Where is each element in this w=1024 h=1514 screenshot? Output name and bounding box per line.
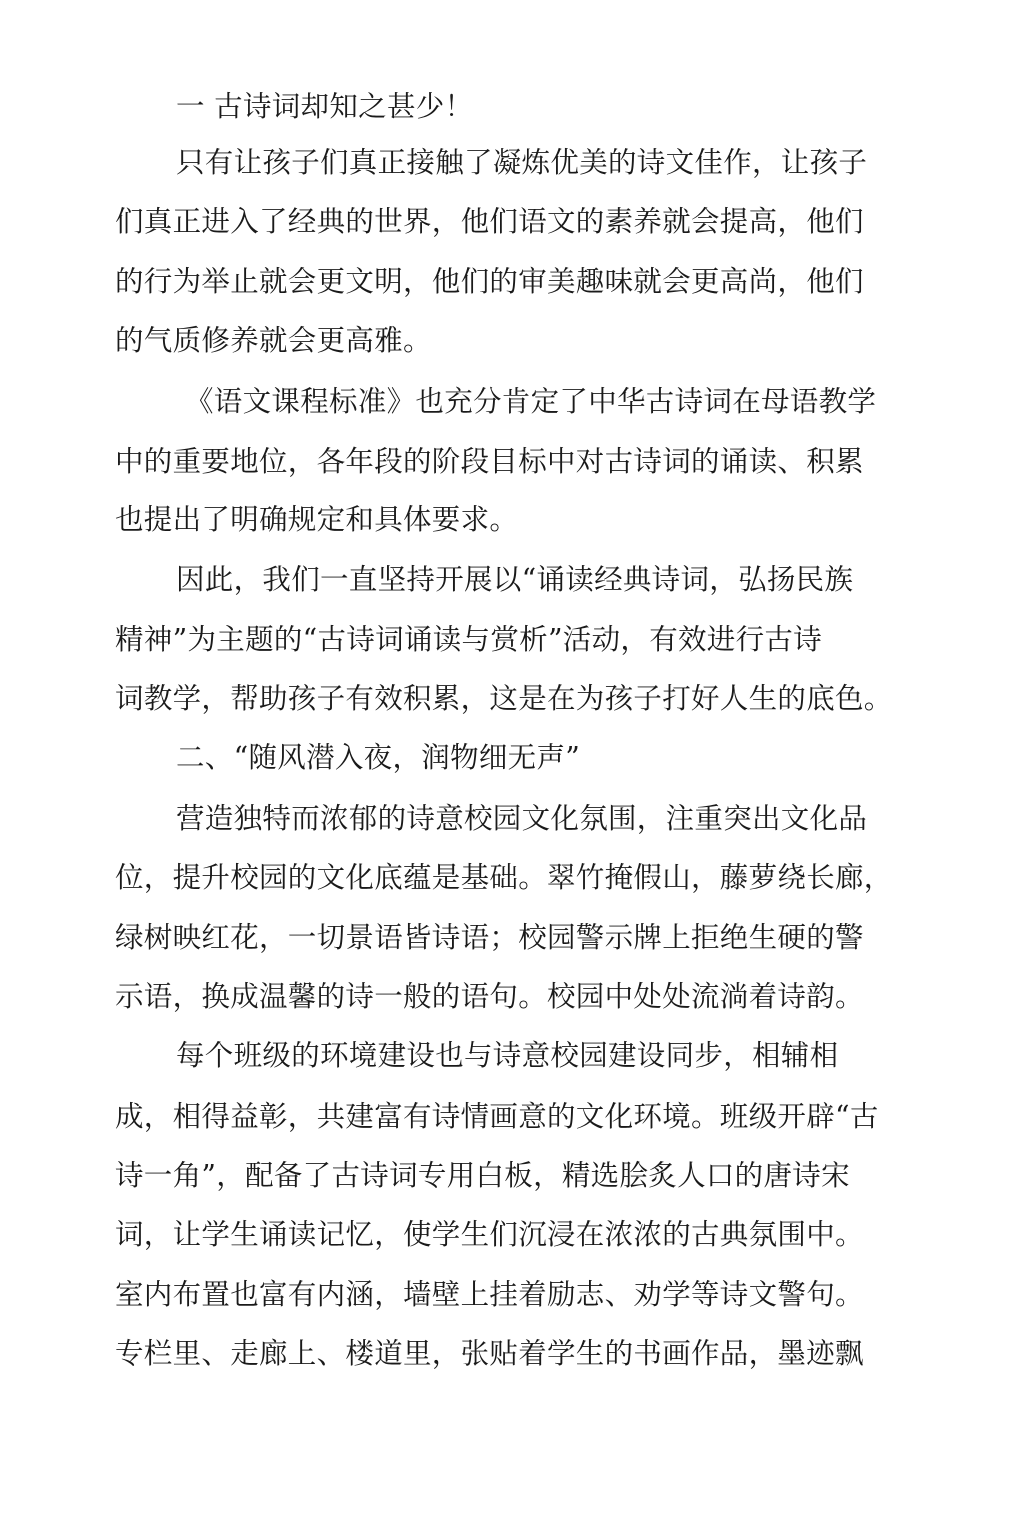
text-line: 一 古诗词却知之甚少！ [176, 90, 474, 123]
text-line: 《语文课程标准》也充分肯定了中华古诗词在母语教学 [185, 385, 877, 418]
text-line: 绿树映红花，一切景语皆诗语；校园警示牌上拒绝生硬的警 [115, 921, 864, 954]
text-line: 只有让孩子们真正接触了凝炼优美的诗文佳作，让孩子 [176, 146, 868, 179]
text-line: 因此，我们一直坚持开展以“诵读经典诗词，弘扬民族 [176, 563, 854, 596]
text-line: 的气质修养就会更高雅。 [115, 324, 432, 357]
text-line: 精神”为主题的“古诗词诵读与赏析”活动，有效进行古诗 [115, 623, 823, 656]
text-line: 示语，换成温馨的诗一般的语句。校园中处处流淌着诗韵。 [115, 980, 864, 1013]
text-line: 们真正进入了经典的世界，他们语文的素养就会提高，他们 [115, 205, 864, 238]
text-line: 中的重要地位，各年段的阶段目标中对古诗词的诵读、积累 [115, 445, 864, 478]
text-line: 词教学，帮助孩子有效积累，这是在为孩子打好人生的底色。 [115, 682, 893, 715]
text-line: 营造独特而浓郁的诗意校园文化氛围，注重突出文化品 [176, 802, 868, 835]
text-line: 词，让学生诵读记忆，使学生们沉浸在浓浓的古典氛围中。 [115, 1218, 864, 1251]
text-line: 每个班级的环境建设也与诗意校园建设同步，相辅相 [176, 1039, 839, 1072]
text-line: 的行为举止就会更文明，他们的审美趣味就会更高尚，他们 [115, 265, 864, 298]
text-line: 位，提升校园的文化底蕴是基础。翠竹掩假山，藤萝绕长廊， [115, 861, 893, 894]
text-line: 专栏里、走廊上、楼道里，张贴着学生的书画作品，墨迹飘 [115, 1337, 864, 1370]
text-line: 成，相得益彰，共建富有诗情画意的文化环境。班级开辟“古 [115, 1100, 879, 1133]
text-line: 也提出了明确规定和具体要求。 [115, 503, 519, 536]
text-line: 诗一角”，配备了古诗词专用白板，精选脍炙人口的唐诗宋 [115, 1159, 850, 1192]
text-line: 二、“随风潜入夜，润物细无声” [176, 741, 581, 774]
text-line: 室内布置也富有内涵，墙壁上挂着励志、劝学等诗文警句。 [115, 1278, 864, 1311]
